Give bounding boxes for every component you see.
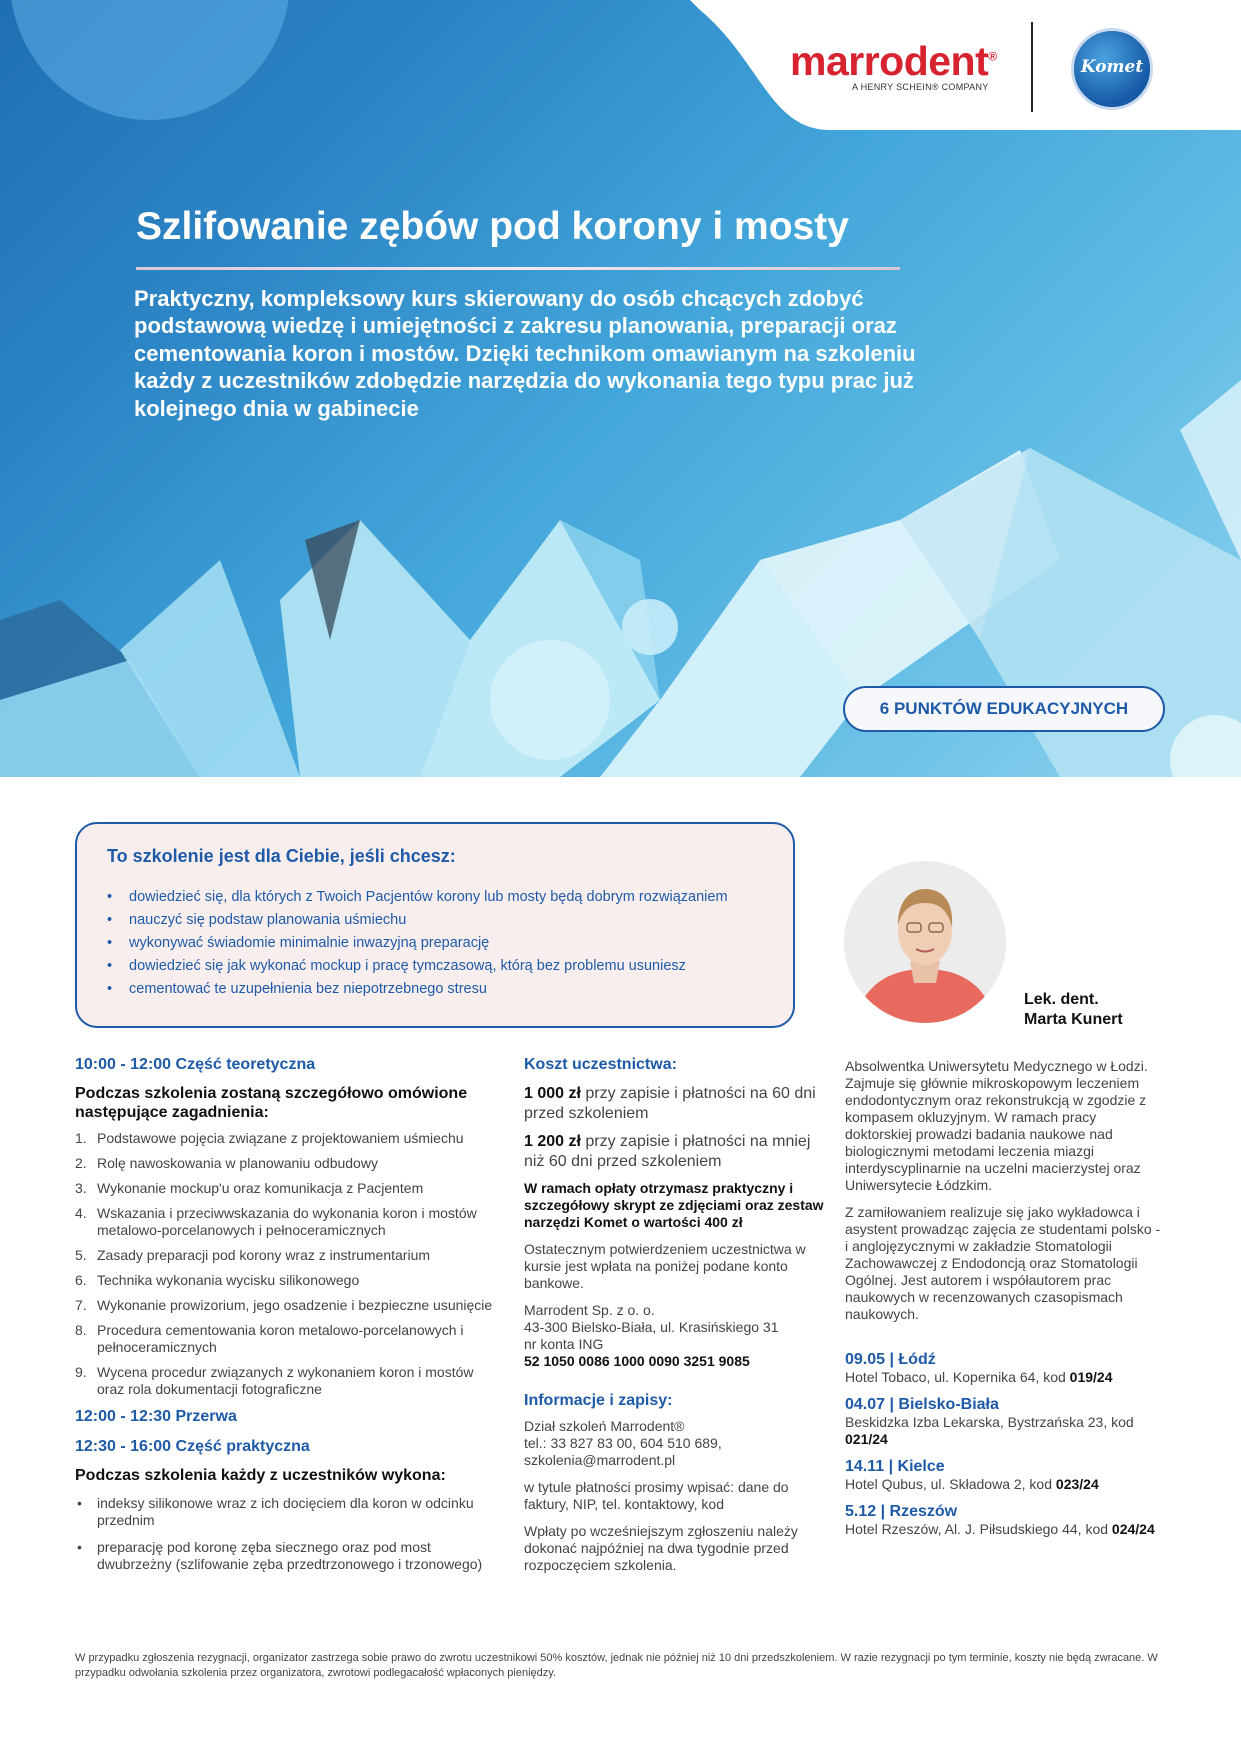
item-number: 2.	[75, 1155, 87, 1171]
event-item	[845, 1503, 1165, 1538]
logo-divider	[1031, 22, 1033, 112]
company-address: 43-300 Bielsko-Biała, ul. Krasińskiego 31	[524, 1319, 779, 1335]
for-you-box	[75, 822, 795, 1028]
event-code: 021/24	[845, 1431, 888, 1447]
info-email[interactable]: szkolenia@marrodent.pl	[524, 1452, 676, 1468]
event-item	[845, 1351, 1165, 1386]
list-item	[75, 1130, 495, 1147]
doctor-column	[845, 1058, 1165, 1538]
event-item	[845, 1396, 1165, 1448]
list-item	[75, 1297, 495, 1314]
price-late-amount: 1 200 zł	[524, 1133, 581, 1150]
price-early-text: przy zapisie i płatności na 60 dni przed szkoleniem	[524, 1085, 816, 1122]
list-item	[75, 1322, 495, 1356]
item-number: 1.	[75, 1130, 87, 1146]
event-code: 024/24	[1111, 1521, 1155, 1537]
info-phone[interactable]: tel.: 33 827 83 00, 604 510 689,	[524, 1435, 722, 1451]
komet-logo	[1071, 28, 1153, 110]
cost-heading: Koszt uczestnictwa:	[524, 1056, 677, 1073]
list-item	[75, 1205, 495, 1239]
price-early-amount: 1 000 zł	[524, 1085, 581, 1102]
doctor-photo	[844, 861, 1006, 1023]
payment-note: w tytule płatności prosimy wpisać: dane do faktury, NIP, tel. kontaktowy, kod	[524, 1479, 789, 1512]
list-item: • cementować te uzupełnienia bez niepotrzebnego stresu	[105, 978, 728, 1001]
event-heading: 14.11 | Kielce	[845, 1458, 945, 1475]
list-item: • wykonywać świadomie minimalnie inwazyjną preparację	[105, 932, 728, 955]
education-points-badge: 6 PUNKTÓW EDUKACYJNYCH	[843, 686, 1165, 732]
list-item: • dowiedzieć się, dla których z Twoich Pacjentów korony lub mosty będą dobrym rozwiązaniem	[105, 886, 728, 909]
item-number: 5.	[75, 1247, 87, 1263]
list-item	[75, 1180, 495, 1197]
item-number: 8.	[75, 1322, 87, 1338]
company-name: Marrodent Sp. z o. o.	[524, 1302, 655, 1318]
list-item: • preparację pod koronę zęba siecznego oraz pod most dwubrzeżny (szlifowanie zęba przedtrzonowego i trzonowego)	[75, 1539, 495, 1573]
list-item	[75, 1247, 495, 1264]
doctor-name	[1024, 990, 1123, 1030]
info-heading: Informacje i zapisy:	[524, 1392, 673, 1409]
event-venue: Hotel Rzeszów, Al. J. Piłsudskiego 44, kod	[845, 1521, 1112, 1537]
event-venue: Beskidzka Izba Lekarska, Bystrzańska 23, kod	[845, 1414, 1134, 1430]
cancellation-footer: W przypadku zgłoszenia rezygnacji, organizator zastrzega sobie prawo do zwrotu uczestnikowi 50% kosztów, jednak nie później niż 10 dni przedszkoleniem. W razie rezygnacji po tym terminie, koszty nie będą zwracane. W przypadku odwołania szkolenia przez organizatora, zwrotowi podlegacałość wpłaconych pieniędzy.	[75, 1652, 1158, 1679]
doctor-bio-2: Z zamiłowaniem realizuje się jako wykładowca i asystent prowadząc zajęcia ze studentami polsko - i anglojęzycznymi w zakładzie Stomatologii Zachowawczej z Endodoncją oraz Stomatologii Ogólnej. Jest autorem i współautorem prac naukowych w recenzowanych czasopismach naukowych.	[845, 1204, 1161, 1322]
doctor-bio: Absolwentka Uniwersytetu Medycznego w Łodzi. Zajmuje się głównie mikroskopowym leczeniem endodontycznym oraz rekonstrukcją w zgodzie z kompasem okluzyjnym. W ramach pracy doktorskiej prowadzi badania naukowe nad biologicznymi metodami leczenia miazgi interdyscyplinarnie na uczelni macierzystej oraz Uniwersytecie Łódzkim.	[845, 1058, 1148, 1193]
price-early	[524, 1084, 824, 1124]
list-item: • indeksy silikonowe wraz z ich docięciem dla koron w odcinku przednim	[75, 1495, 495, 1529]
theory-list	[75, 1130, 495, 1398]
event-code: 019/24	[1069, 1369, 1113, 1385]
hero-banner	[0, 0, 1241, 777]
doctor-fullname: Marta Kunert	[1024, 1011, 1123, 1028]
deadline-note: Wpłaty po wcześniejszym zgłoszeniu należy dokonać najpóźniej na dwa tygodnie przed rozpoczęciem szkolenia.	[524, 1523, 798, 1573]
item-text: Wykonanie prowizorium, jego osadzenie i bezpieczne usunięcie	[97, 1297, 493, 1313]
cost-column	[524, 1056, 824, 1574]
item-number: 9.	[75, 1364, 87, 1380]
practice-heading: 12:30 - 16:00 Część praktyczna	[75, 1438, 310, 1455]
for-you-title: To szkolenie jest dla Ciebie, jeśli chcesz:	[107, 846, 456, 866]
logo-panel-shape	[0, 0, 1241, 140]
item-text: Wskazania i przeciwwskazania do wykonania koron i mostów metalowo-porcelanowych i pełnoceramicznych	[97, 1205, 477, 1238]
practice-list	[75, 1495, 495, 1573]
intro-text: Praktyczny, kompleksowy kurs skierowany do osób chcących zdobyć podstawową wiedzę i umiejętności z zakresu planowania, preparacji oraz cementowania koron i mostów. Dzięki technikom omawianym na szkoleniu każdy z uczestników zdobędzie narzędzia do wykonania tego typu prac już kolejnego dnia w gabinecie	[134, 286, 916, 421]
info-dept: Dział szkoleń Marrodent®	[524, 1418, 685, 1434]
price-late	[524, 1132, 824, 1172]
list-item: • dowiedzieć się jak wykonać mockup i pracę tymczasową, którą bez problemu usuniesz	[105, 955, 728, 978]
item-number: 3.	[75, 1180, 87, 1196]
event-heading: 04.07 | Bielsko-Biała	[845, 1396, 999, 1413]
event-venue: Hotel Qubus, ul. Składowa 2, kod	[845, 1476, 1056, 1492]
item-text: Wycena procedur związanych z wykonaniem koron i mostów oraz rola dokumentacji fotograficzne	[97, 1364, 474, 1397]
list-item	[75, 1155, 495, 1172]
doctor-title: Lek. dent.	[1024, 991, 1099, 1008]
item-text: Wykonanie mockup'u oraz komunikacja z Pacjentem	[97, 1180, 424, 1196]
item-text: Zasady preparacji pod korony wraz z instrumentarium	[97, 1247, 431, 1263]
event-item	[845, 1458, 1165, 1493]
theory-intro: Podczas szkolenia zostaną szczegółowo omówione następujące zagadnienia:	[75, 1085, 468, 1121]
henry-schein-subline: A HENRY SCHEIN® COMPANY	[852, 82, 989, 92]
break-heading: 12:00 - 12:30 Przerwa	[75, 1408, 237, 1425]
item-number: 4.	[75, 1205, 87, 1221]
for-you-list	[105, 886, 728, 1001]
list-item	[75, 1272, 495, 1289]
event-code: 023/24	[1055, 1476, 1099, 1492]
marrodent-logo: marrodent®	[790, 38, 997, 84]
program-column	[75, 1056, 495, 1583]
item-text: Rolę nawoskowania w planowaniu odbudowy	[97, 1155, 378, 1171]
item-number: 6.	[75, 1272, 87, 1288]
item-text: Procedura cementowania koron metalowo-porcelanowych i pełnoceramicznych	[97, 1322, 464, 1355]
account-label: nr konta ING	[524, 1336, 604, 1352]
item-number: 7.	[75, 1297, 87, 1313]
bank-account: 52 1050 0086 1000 0090 3251 9085	[524, 1353, 750, 1369]
event-venue: Hotel Tobaco, ul. Kopernika 64, kod	[845, 1369, 1070, 1385]
page-title: Szlifowanie zębów pod korony i mosty	[136, 205, 849, 248]
event-heading: 09.05 | Łódź	[845, 1351, 936, 1368]
included-note: W ramach opłaty otrzymasz praktyczny i szczegółowy skrypt ze zdjęciami oraz zestaw narzędzi Komet o wartości 400 zł	[524, 1180, 824, 1230]
event-heading: 5.12 | Rzeszów	[845, 1503, 958, 1520]
theory-heading: 10:00 - 12:00 Część teoretyczna	[75, 1056, 316, 1073]
practice-intro: Podczas szkolenia każdy z uczestników wykona:	[75, 1467, 446, 1484]
event-list	[845, 1351, 1165, 1538]
item-text: Technika wykonania wycisku silikonowego	[97, 1272, 360, 1288]
registered-mark: ®	[988, 49, 997, 64]
title-underline	[136, 267, 900, 270]
confirmation-note: Ostatecznym potwierdzeniem uczestnictwa w kursie jest wpłata na poniżej podane konto bankowe.	[524, 1241, 806, 1291]
item-text: Podstawowe pojęcia związane z projektowaniem uśmiechu	[97, 1130, 464, 1146]
price-late-text: przy zapisie i płatności na mniej niż 60 dni przed szkoleniem	[524, 1133, 811, 1170]
list-item: • nauczyć się podstaw planowania uśmiechu	[105, 909, 728, 932]
doctor-portrait-image	[844, 861, 1006, 1023]
komet-logo-text: Komet	[1080, 57, 1144, 77]
list-item	[75, 1364, 495, 1398]
